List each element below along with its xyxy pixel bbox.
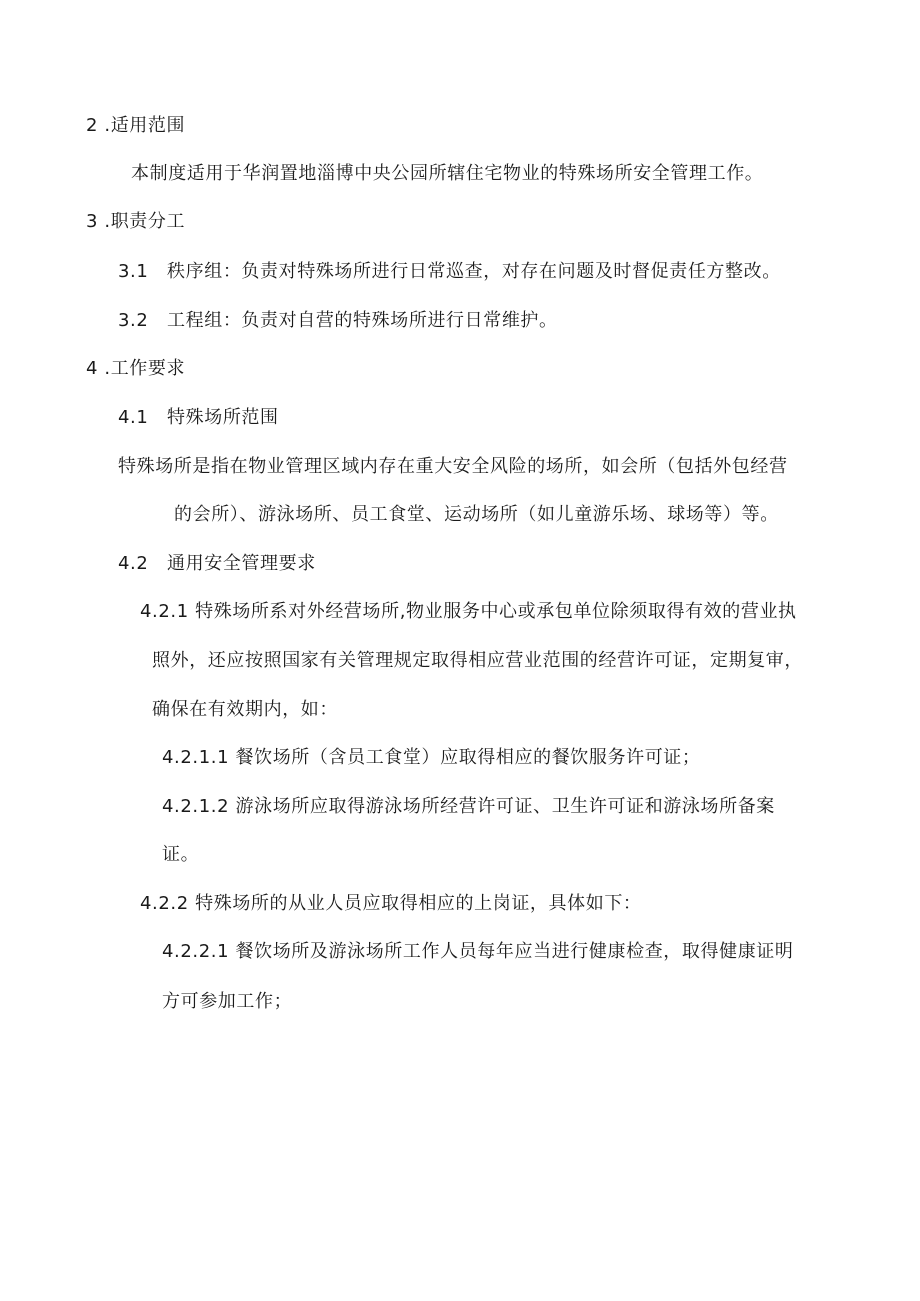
section-4-2-2-1-line-2: 方可参加工作；	[162, 991, 293, 1012]
section-4-1-line-2: 的会所）、游泳场所、员工食堂、运动场所（如儿童游乐场、球场等）等。	[174, 504, 779, 525]
section-4-2-1-2-line-1: 4.2.1.2 游泳场所应取得游泳场所经营许可证、卫生许可证和游泳场所备案	[162, 796, 775, 817]
section-4-2-1-1: 4.2.1.1 餐饮场所（含员工食堂）应取得相应的餐饮服务许可证；	[162, 747, 701, 768]
section-2-body: 本制度适用于华润置地淄博中央公园所辖住宅物业的特殊场所安全管理工作。	[131, 163, 764, 184]
section-3-1: 3.1 秩序组：负责对特殊场所进行日常巡查，对存在问题及时督促责任方整改。	[118, 261, 781, 282]
section-4-2-1-line-3: 确保在有效期内，如：	[152, 699, 338, 720]
section-4-2-heading: 4.2 通用安全管理要求	[118, 553, 316, 574]
section-4-2-2: 4.2.2 特殊场所的从业人员应取得相应的上岗证，具体如下：	[140, 893, 642, 914]
section-4-1-heading: 4.1 特殊场所范围	[118, 407, 279, 428]
section-2-heading: 2 .适用范围	[86, 115, 186, 136]
section-4-2-1-line-2: 照外，还应按照国家有关管理规定取得相应营业范围的经营许可证，定期复审，	[152, 650, 803, 671]
section-4-2-2-1-line-1: 4.2.2.1 餐饮场所及游泳场所工作人员每年应当进行健康检查，取得健康证明	[162, 941, 794, 962]
section-3-heading: 3 .职责分工	[86, 211, 186, 232]
section-3-2: 3.2 工程组：负责对自营的特殊场所进行日常维护。	[118, 310, 558, 331]
section-4-1-line-1: 特殊场所是指在物业管理区域内存在重大安全风险的场所，如会所（包括外包经营	[118, 456, 788, 477]
section-4-2-1-line-1: 4.2.1 特殊场所系对外经营场所,物业服务中心或承包单位除须取得有效的营业执	[140, 601, 797, 622]
section-4-heading: 4 .工作要求	[86, 358, 186, 379]
section-4-2-1-2-line-2: 证。	[162, 844, 200, 865]
